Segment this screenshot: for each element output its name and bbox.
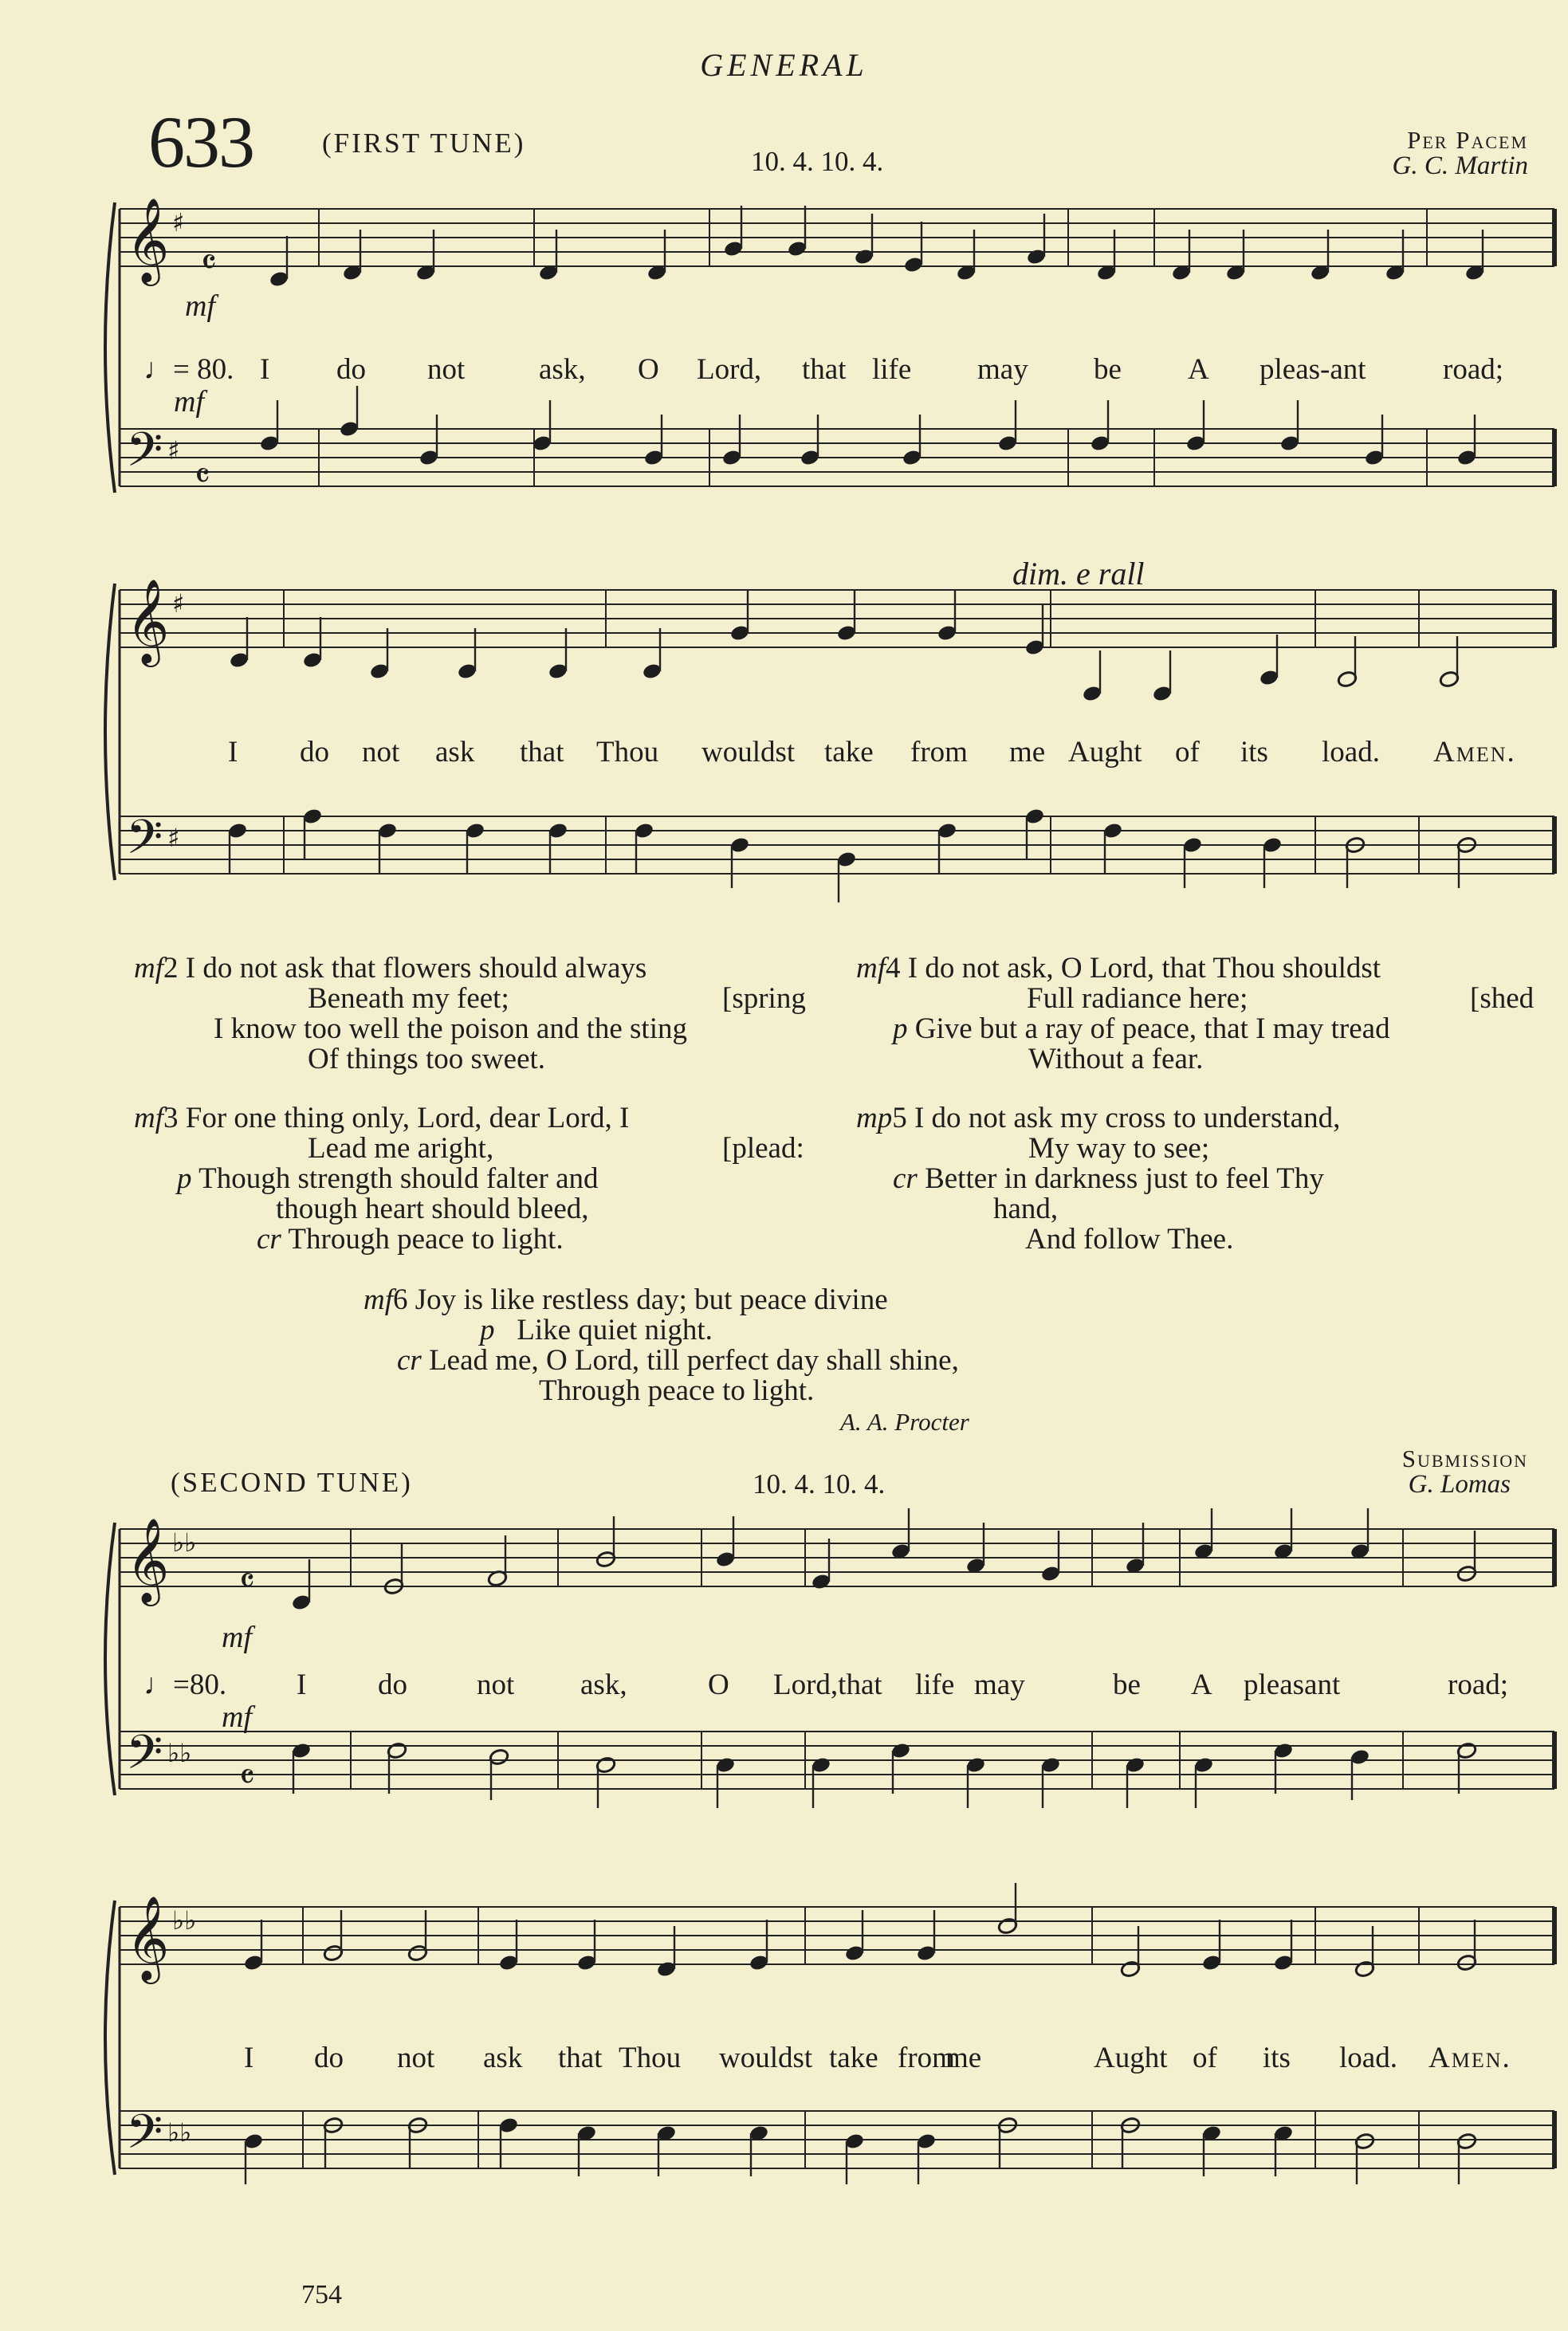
system-brace [105,202,115,493]
lyric-word: be [1094,353,1122,386]
treble-clef-icon: 𝄞 [126,1895,170,1980]
tune2-meter: 10. 4. 10. 4. [753,1468,886,1500]
lyric-word: of [1175,736,1200,768]
lyric-word: do [336,353,366,386]
lyric-word: load. [1339,2042,1397,2074]
tune2-tempo: ♩=80. [143,1669,227,1701]
key-signature: ♭♭ [172,1905,197,1936]
tune2-dynamic-bass: mf [222,1700,252,1734]
key-signature: ♭♭ [172,1527,197,1558]
lyric-word: ask, [580,1669,627,1701]
lyric-word: load. [1322,736,1380,768]
lyric-word: pleasant [1244,1669,1341,1701]
common-time-icon: 𝄴 [239,1561,255,1602]
lyric-word: may [977,353,1028,386]
lyric-word: A [1191,1669,1212,1701]
page-number: 754 [301,2280,342,2309]
tune1-meter: 10. 4. 10. 4. [751,146,884,177]
lyric-word: I [297,1669,307,1701]
tune2-label: (SECOND TUNE) [171,1467,413,1498]
lyric-word: O [638,353,659,386]
lyric-word: O [708,1669,729,1701]
tune1-name: Per Pacem [1407,126,1528,154]
tune1-dynamic-bass: mf [174,385,204,419]
section-heading: GENERAL [700,47,868,83]
hymn-number: 633 [148,101,253,183]
lyric-word: do [378,1669,407,1701]
system-brace [105,1523,115,1795]
lyric-word: life [872,353,912,386]
lyric-word: I [228,736,238,768]
lyric-word: ask [483,2042,523,2074]
tune2-amen: Amen. [1428,2042,1511,2074]
key-signature: ♯ [172,588,185,619]
key-signature: ♯ [167,435,180,466]
lyric-word: may [974,1669,1025,1701]
lyric-word: that [520,736,564,768]
common-time-icon: 𝄴 [239,1757,255,1798]
bass-clef-icon: 𝄢 [126,2104,163,2171]
lyric-word: Thou [619,2042,682,2074]
lyric-word: its [1263,2042,1291,2074]
lyric-word: I [244,2042,254,2074]
lyric-word: Lord, [697,353,762,386]
lyric-word: Aught [1094,2042,1168,2074]
key-signature: ♭♭ [167,1738,192,1768]
lyric-word: Thou [596,736,659,768]
tune2-name: Submission [1401,1445,1528,1472]
lyric-word: take [824,736,874,768]
lyric-word: ask, [539,353,586,386]
quarter-note-icon: ♩ [143,353,173,386]
lyric-word: be [1113,1669,1141,1701]
author: A. A. Procter [840,1408,969,1436]
lyric-word: its [1240,736,1268,768]
treble-clef-icon: 𝄞 [126,1517,170,1602]
system-brace [105,1901,115,2175]
common-time-icon: 𝄴 [201,242,217,283]
lyric-word: ask [435,736,475,768]
lyric-word: do [314,2042,344,2074]
lyric-word: not [477,1669,515,1701]
tune1-tempo: ♩= 80. [143,353,234,386]
lyric-word: not [362,736,400,768]
lyric-word: pleas-ant [1260,353,1366,386]
lyric-word: me [945,2042,982,2074]
tune1-label: (FIRST TUNE) [322,128,526,159]
system-brace [105,584,115,880]
bass-clef-icon: 𝄢 [126,1724,163,1791]
lyric-word: road; [1448,1669,1509,1701]
tune2-composer: G. Lomas [1408,1470,1511,1499]
tune1-amen: Amen. [1433,736,1516,768]
lyric-word: wouldst [701,736,796,768]
lyric-word: do [300,736,329,768]
treble-clef-icon: 𝄞 [126,578,170,663]
lyric-word: that [802,353,847,386]
lyric-word: me [1009,736,1046,768]
key-signature: ♯ [167,823,180,853]
lyric-word: life [915,1669,955,1701]
common-time-icon: 𝄴 [195,456,210,497]
lyric-word: road; [1443,353,1504,386]
tune1-dynamic-treble: mf [185,289,215,323]
lyric-word: wouldst [719,2042,813,2074]
lyric-word: A [1188,353,1209,386]
bass-clef-icon: 𝄢 [126,809,163,876]
lyric-word: from [898,2042,955,2074]
tune2-dynamic-treble: mf [222,1621,252,1654]
key-signature: ♯ [172,207,185,238]
lyric-word: Aught [1068,736,1142,768]
bass-clef-icon: 𝄢 [126,422,163,489]
tune1-composer: G. C. Martin [1392,151,1528,180]
tune1-direction: dim. e rall [1012,556,1145,592]
lyric-word: take [829,2042,878,2074]
lyric-word: from [910,736,968,768]
lyric-word: not [427,353,466,386]
lyric-word: not [397,2042,435,2074]
quarter-note-icon: ♩ [143,1669,173,1701]
lyric-word: I [260,353,270,386]
lyric-word: Lord,that [773,1669,882,1701]
key-signature: ♭♭ [167,2117,192,2148]
treble-clef-icon: 𝄞 [126,197,170,282]
lyric-word: of [1193,2042,1217,2074]
lyric-word: that [558,2042,603,2074]
